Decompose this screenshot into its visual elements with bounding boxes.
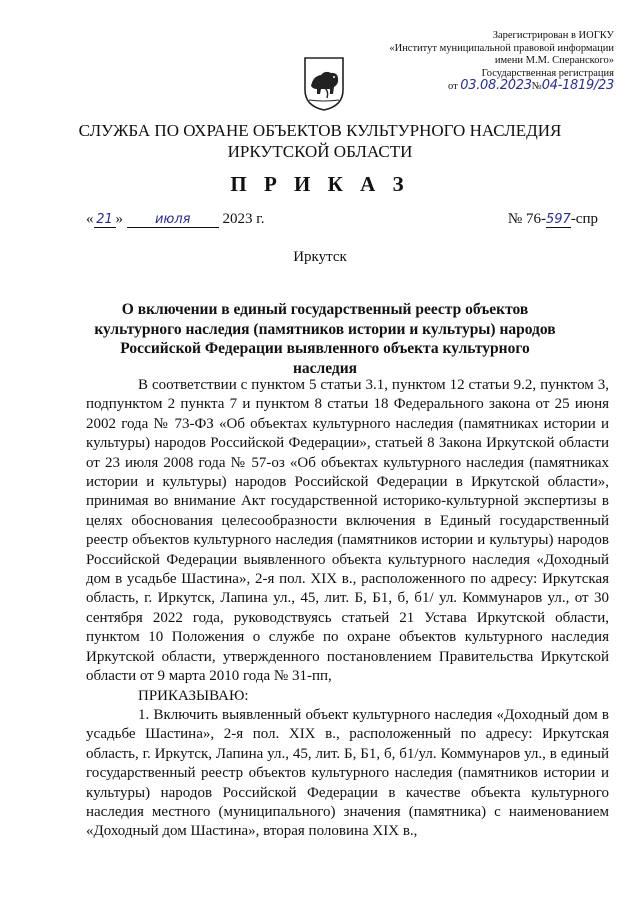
organization-name (40, 120, 600, 162)
preamble-paragraph: В соответствии с пунктом 5 статьи 3.1, пунктом 12 статьи 9.2, пунктом 3, подпунктом 2 пункта 7 и пунктом 8 статьи 18 Федерального закона от 25 июня 2002 года № 73-ФЗ «Об объектах культурного наследия (памятниках истории и культуры) народов Российской Федерации», статьей 8 Закона Иркутской области от 23 июля 2008 года № 57-оз «Об объектах культурного наследия (памятниках истории и культуры) народов Российской Федерации в Иркутской области», принимая во внимание Акт государственной историко-культурной экспертизы в целях обоснования целесообразности включения в Единый государственный реестр объектов культурного наследия (памятников истории и культуры) народов Российской Федерации выявленного объекта культурного наследия «Доходный дом в усадьбе Шастина», 2-я пол. XIX в., расположенного по адресу: Иркутская область, г. Иркутск, Лапина ул., 45, лит. Б, Б1, б, б1/ ул. Коммунаров ул., от 30 сентября 2022 года, руководствуясь статьей 21 Устава Иркутской области, пунктом 10 Положения о службе по охране объектов культурного наследия Иркутской области, утвержденного постановлением Правительства Иркутской области от 9 марта 2010 года № 31-пп, (86, 377, 609, 685)
stamp-line-3: имени М.М. Сперанского» (494, 55, 614, 66)
stamp-number-sign: № (531, 81, 542, 92)
order-body (86, 376, 609, 842)
stamp-registration-row (374, 80, 614, 94)
date-close-quote: » (115, 211, 123, 227)
stamp-line-1: Зарегистрирован в ИОГКУ (492, 30, 614, 41)
number-value: 597 (545, 212, 571, 227)
date-month: июля (127, 212, 219, 228)
organization-line-2: ИРКУТСКОЙ ОБЛАСТИ (227, 142, 413, 161)
stamp-from-label: от (447, 81, 458, 92)
stamp-registration-date: 03.08.2023 (460, 78, 532, 93)
document-title: П Р И К А З (230, 172, 410, 196)
irkutsk-region-emblem-icon (303, 56, 345, 112)
number-prefix: № 76- (507, 211, 546, 227)
order-item-1: 1. Включить выявленный объект культурного наследия «Доходный дом в усадьбе Шастина», 2-я пол. XIX в., расположенный по адресу: Иркутская область, г. Иркутск, Лапина ул., 45, лит. Б, Б1, б, б1/ул. Коммунаров ул., в единый государственный реестр объектов культурного наследия (памятников истории и культуры) народов Российской Федерации в качестве объекта культурного наследия местного (муниципального) значения (памятника) с наименованием «Доходный дом Шастина», вторая половина XIX в., (86, 706, 609, 840)
order-date (86, 211, 264, 228)
date-open-quote: « (86, 211, 94, 227)
date-day: 21 (94, 212, 116, 228)
registration-stamp (374, 30, 614, 94)
organization-line-1: СЛУЖБА ПО ОХРАНЕ ОБЪЕКТОВ КУЛЬТУРНОГО НАСЛЕДИЯ (78, 121, 562, 140)
date-year: 2023 г. (222, 211, 265, 227)
stamp-line-4: Государственная регистрация (481, 67, 614, 79)
order-number (508, 211, 598, 228)
order-heading: О включении в единый государственный реестр объектов культурного наследия (памятников истории и культуры) народов Российской Федерации выявленного объекта культурного наследия (94, 301, 556, 377)
city: Иркутск (293, 249, 347, 265)
stamp-registration-number: 04-1819/23 (541, 78, 614, 93)
order-word: ПРИКАЗЫВАЮ: (138, 687, 249, 704)
number-suffix: -спр (570, 211, 598, 227)
stamp-line-2: «Институт муниципальной правовой информации (389, 42, 614, 54)
